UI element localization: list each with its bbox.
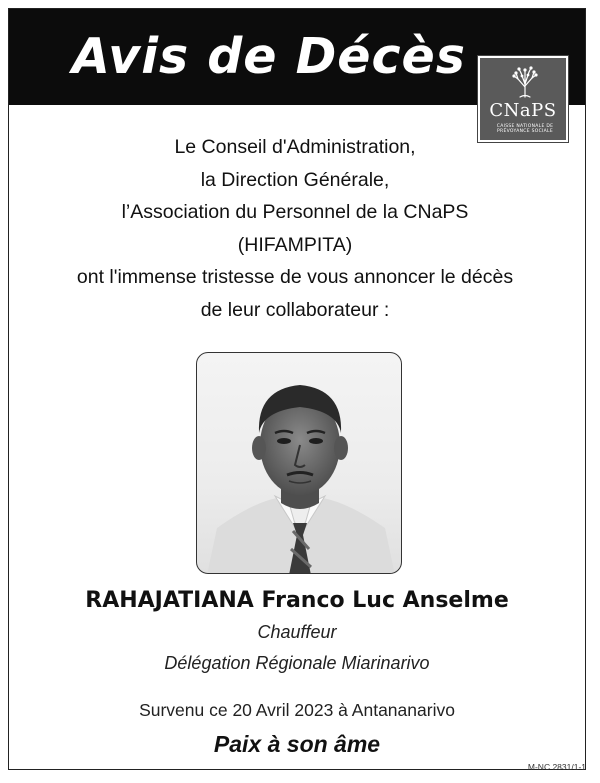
deceased-role: Chauffeur	[257, 622, 337, 642]
intro-line: la Direction Générale,	[200, 168, 390, 191]
intro-line: ont l'immense tristesse de vous annoncer le décès	[76, 266, 514, 288]
intro-line: l’Association du Personnel de la CNaPS	[121, 201, 469, 223]
reference-code: M-NC 2831/1-1	[527, 762, 586, 772]
deceased-department: Délégation Régionale Miarinarivo	[164, 653, 430, 673]
intro-line: (HIFAMPITA)	[237, 233, 353, 256]
intro-line: de leur collaborateur :	[200, 298, 390, 321]
logo-subtitle: CAISSE NATIONALE DE PRÉVOYANCE SOCIALE	[496, 124, 554, 134]
announcement-text	[30, 131, 560, 326]
intro-line: Le Conseil d'Administration,	[174, 136, 416, 158]
deceased-portrait-photo	[196, 352, 402, 574]
logo-wordmark: CNaPS	[489, 100, 557, 121]
tree-icon	[509, 66, 541, 98]
notice-title: Avis de Décès	[72, 28, 466, 85]
death-date-line: Survenu ce 20 Avril 2023 à Antananarivo	[139, 700, 455, 720]
closing-phrase: Paix à son âme	[213, 731, 381, 757]
portrait-illustration	[197, 353, 402, 574]
cnaps-logo	[478, 56, 568, 142]
deceased-name: RAHAJATIANA Franco Luc Anselme	[85, 588, 509, 613]
